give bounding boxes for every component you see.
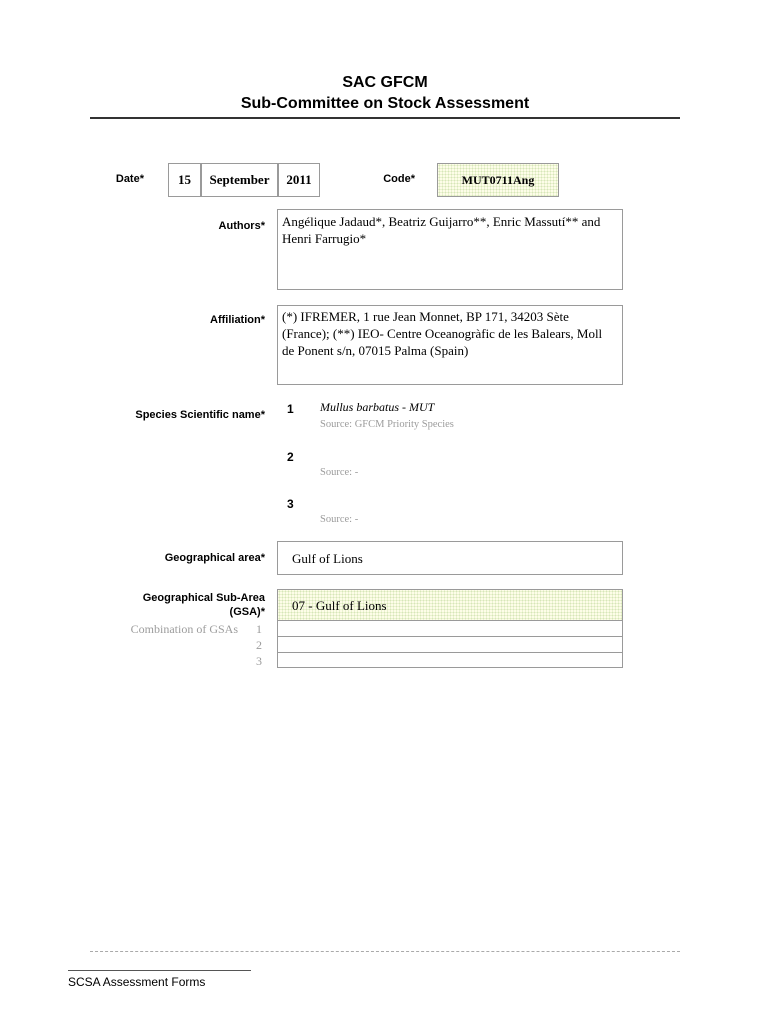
footer-dashed-rule <box>90 951 680 952</box>
authors-label: Authors* <box>218 220 265 232</box>
code-field[interactable] <box>437 163 559 197</box>
footer-rule <box>68 970 251 971</box>
affiliation-label: Affiliation* <box>210 314 265 326</box>
affiliation-value: (*) IFREMER, 1 rue Jean Monnet, BP 171, 34203 Sète (France); (**) IEO- Centre Oceanogràfic de les Balears, Moll de Ponent s/n, 07015 Palma (Spain) <box>282 309 603 358</box>
species-3-source: Source: - <box>320 514 359 525</box>
gsa-field[interactable] <box>277 589 623 621</box>
gsa-combination-field-2[interactable] <box>277 637 623 653</box>
date-year-field[interactable] <box>278 163 320 197</box>
page-subtitle: Sub-Committee on Stock Assessment <box>240 95 530 112</box>
affiliation-field[interactable] <box>277 305 623 385</box>
species-label: Species Scientific name* <box>135 409 265 421</box>
authors-value: Angélique Jadaud*, Beatriz Guijarro**, Enric Massutí** and Henri Farrugio* <box>282 214 601 246</box>
species-3-number: 3 <box>287 497 294 511</box>
page-title: SAC GFCM <box>342 74 428 91</box>
footer-text: SCSA Assessment Forms <box>68 975 206 989</box>
date-month-value: September <box>209 172 270 187</box>
gsa-label-line1: Geographical Sub-Area <box>142 592 265 604</box>
date-label: Date* <box>115 173 144 185</box>
geo-area-label: Geographical area* <box>164 552 265 564</box>
species-1-name[interactable]: Mullus barbatus - MUT <box>320 400 435 414</box>
date-day-value: 15 <box>178 172 191 187</box>
gsa-combination-field-3[interactable] <box>277 653 623 668</box>
species-2-source: Source: - <box>320 467 359 478</box>
gsa-value: 07 - Gulf of Lions <box>292 598 387 613</box>
species-1-number: 1 <box>287 402 294 416</box>
gsa-combination-label: Combination of GSAs <box>130 622 238 636</box>
date-month-field[interactable] <box>201 163 278 197</box>
geo-area-value: Gulf of Lions <box>292 551 363 566</box>
species-2-number: 2 <box>287 450 294 464</box>
gsa-combination-field-1[interactable] <box>277 621 623 637</box>
gsa-combination-num-3: 3 <box>256 654 262 668</box>
species-1-source: Source: GFCM Priority Species <box>320 419 454 430</box>
gsa-combination-num-1: 1 <box>256 622 262 636</box>
date-year-value: 2011 <box>286 172 312 187</box>
code-label: Code* <box>383 173 415 185</box>
geo-area-field[interactable] <box>277 541 623 575</box>
authors-field[interactable] <box>277 209 623 290</box>
gsa-label-line2: (GSA)* <box>229 606 265 618</box>
code-value: MUT0711Ang <box>461 172 535 187</box>
header-rule <box>90 117 680 119</box>
date-day-field[interactable] <box>168 163 201 197</box>
gsa-combination-num-2: 2 <box>256 638 262 652</box>
